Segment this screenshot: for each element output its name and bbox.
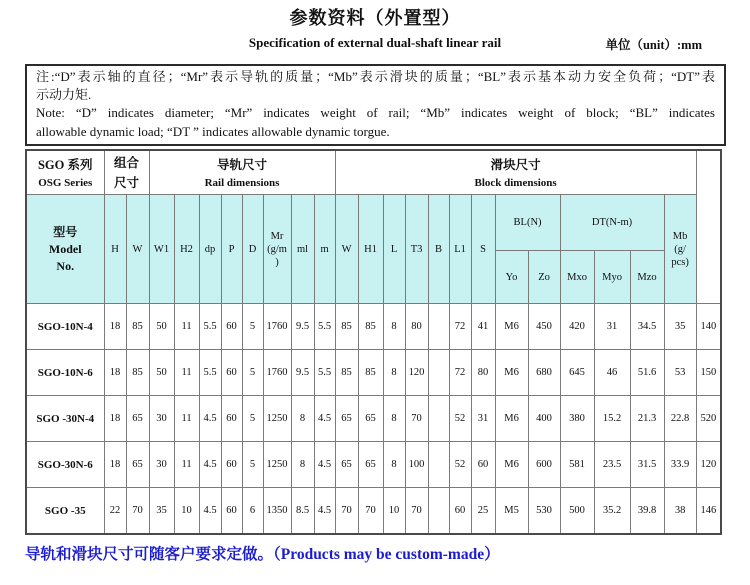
value-cell: 8 [383, 442, 405, 488]
col-header-W-block: W [335, 195, 358, 304]
value-cell: 31 [594, 304, 630, 350]
model-cell: SGO-30N-6 [26, 442, 104, 488]
value-cell: 4.5 [199, 488, 221, 534]
value-cell: 65 [335, 396, 358, 442]
value-cell: 100 [405, 442, 428, 488]
unit-label: 单位（unit）:mm [605, 38, 702, 52]
value-cell: 380 [560, 396, 594, 442]
value-cell: 4.5 [199, 396, 221, 442]
value-cell: 680 [528, 350, 560, 396]
value-cell [428, 350, 449, 396]
value-cell: 46 [594, 350, 630, 396]
value-cell: 60 [221, 396, 242, 442]
value-cell: 1760 [263, 304, 291, 350]
model-header-zh: 型号 [53, 224, 78, 239]
page-title: 参数资料（外置型） [289, 8, 461, 28]
custom-made-note: 导轨和滑块尺寸可随客户要求定做。（Products may be custom-made） [25, 545, 500, 563]
value-cell: M6 [495, 304, 528, 350]
block-group-zh: 滑块尺寸 [490, 157, 541, 172]
value-cell: 31.5 [630, 442, 664, 488]
value-cell: 8 [383, 350, 405, 396]
value-cell: 22.8 [664, 396, 696, 442]
value-cell: 72 [449, 350, 471, 396]
col-header-dp: dp [199, 195, 221, 304]
col-header-P: P [221, 195, 242, 304]
value-cell: M5 [495, 488, 528, 534]
value-cell: 4.5 [314, 442, 335, 488]
value-cell: 600 [528, 442, 560, 488]
value-cell: 30 [149, 396, 174, 442]
value-cell: 1250 [263, 396, 291, 442]
value-cell: 4.5 [314, 488, 335, 534]
table-row [26, 442, 721, 488]
col-header-W1: W1 [149, 195, 174, 304]
col-header-ml: ml [291, 195, 314, 304]
value-cell: 5.5 [199, 304, 221, 350]
col-header-H: H [104, 195, 126, 304]
value-cell: 1760 [263, 350, 291, 396]
value-cell: 5 [242, 396, 263, 442]
value-cell: 65 [126, 442, 149, 488]
value-cell: 60 [221, 304, 242, 350]
col-header-L: L [383, 195, 405, 304]
value-cell: 65 [358, 442, 383, 488]
value-cell: 50 [149, 304, 174, 350]
column-header-row [26, 195, 721, 251]
value-cell: 5 [242, 304, 263, 350]
value-cell: 18 [104, 350, 126, 396]
value-cell: 85 [335, 350, 358, 396]
value-cell: 60 [221, 442, 242, 488]
spec-table-body [26, 304, 721, 534]
bl-group-header: BL(N) [495, 195, 560, 251]
value-cell: 60 [471, 442, 495, 488]
model-cell: SGO-10N-4 [26, 304, 104, 350]
value-cell: 85 [126, 304, 149, 350]
value-cell: 5 [242, 442, 263, 488]
value-cell [428, 442, 449, 488]
value-cell: 85 [126, 350, 149, 396]
block-group-header [335, 150, 696, 195]
mr-header-line2: (g/m [267, 243, 287, 255]
value-cell: 60 [221, 488, 242, 534]
value-cell: 35 [149, 488, 174, 534]
mb-header-line2: (g/ [674, 243, 686, 255]
value-cell: 11 [174, 442, 199, 488]
col-header-W-rail: W [126, 195, 149, 304]
model-header-en2: No. [56, 258, 75, 273]
value-cell: 53 [664, 350, 696, 396]
value-cell: 6 [242, 488, 263, 534]
col-header-Mb [664, 195, 696, 304]
value-cell [428, 488, 449, 534]
table-row [26, 350, 721, 396]
col-header-H2: H2 [174, 195, 199, 304]
note-line-en-2: allowable dynamic load; “DT ” indicates allowable dynamic torgue. [36, 123, 390, 139]
value-cell: 80 [405, 304, 428, 350]
value-cell: 31 [471, 396, 495, 442]
col-header-Zo: Zo [528, 251, 560, 304]
model-header-en1: Model [48, 241, 82, 256]
value-cell: 51.6 [630, 350, 664, 396]
value-cell: 21.3 [630, 396, 664, 442]
value-cell: 140 [696, 304, 721, 350]
note-box [25, 64, 726, 146]
model-cell: SGO -30N-4 [26, 396, 104, 442]
value-cell: 10 [383, 488, 405, 534]
value-cell: 65 [126, 396, 149, 442]
value-cell: 35 [664, 304, 696, 350]
value-cell: 65 [358, 396, 383, 442]
spec-table [25, 149, 722, 535]
col-header-D: D [242, 195, 263, 304]
col-header-L1: L1 [449, 195, 471, 304]
value-cell: 1350 [263, 488, 291, 534]
value-cell: 530 [528, 488, 560, 534]
value-cell: 8 [291, 442, 314, 488]
value-cell: 5.5 [314, 304, 335, 350]
value-cell: 70 [405, 488, 428, 534]
value-cell [428, 304, 449, 350]
rail-group-en: Rail dimensions [204, 176, 280, 189]
mb-header-line1: Mb [672, 230, 688, 242]
value-cell: 500 [560, 488, 594, 534]
value-cell: 50 [149, 350, 174, 396]
value-cell: 22 [104, 488, 126, 534]
value-cell: 150 [696, 350, 721, 396]
model-cell: SGO -35 [26, 488, 104, 534]
value-cell: M6 [495, 442, 528, 488]
col-header-Myo: Myo [594, 251, 630, 304]
value-cell: 85 [335, 304, 358, 350]
value-cell: 8 [383, 396, 405, 442]
col-header-Yo: Yo [495, 251, 528, 304]
col-header-B: B [428, 195, 449, 304]
value-cell: 120 [696, 442, 721, 488]
value-cell: 8 [383, 304, 405, 350]
value-cell: 85 [358, 350, 383, 396]
value-cell: 72 [449, 304, 471, 350]
col-header-m: m [314, 195, 335, 304]
value-cell: 9.5 [291, 304, 314, 350]
value-cell: 60 [221, 350, 242, 396]
value-cell: 4.5 [199, 442, 221, 488]
rail-group-zh: 导轨尺寸 [217, 157, 268, 172]
table-row [26, 488, 721, 534]
value-cell: 65 [335, 442, 358, 488]
table-row [26, 396, 721, 442]
value-cell: 18 [104, 396, 126, 442]
combo-group-header [104, 150, 149, 195]
value-cell: 420 [560, 304, 594, 350]
value-cell: 70 [358, 488, 383, 534]
model-column-header [26, 195, 104, 304]
block-group-en: Block dimensions [474, 176, 557, 189]
value-cell: 18 [104, 442, 126, 488]
mb-header-line3: pcs) [671, 256, 689, 268]
value-cell: 60 [449, 488, 471, 534]
value-cell: 18 [104, 304, 126, 350]
mr-header-line3: ) [275, 256, 279, 268]
value-cell: 34.5 [630, 304, 664, 350]
subtitle-row [0, 35, 750, 55]
value-cell: 41 [471, 304, 495, 350]
value-cell: 581 [560, 442, 594, 488]
page-subtitle: Specification of external dual-shaft linear rail [248, 35, 502, 50]
col-header-S: S [471, 195, 495, 304]
value-cell: 5.5 [314, 350, 335, 396]
value-cell: M6 [495, 396, 528, 442]
col-header-T3: T3 [405, 195, 428, 304]
value-cell: 52 [449, 396, 471, 442]
value-cell: 450 [528, 304, 560, 350]
value-cell: 146 [696, 488, 721, 534]
model-cell: SGO-10N-6 [26, 350, 104, 396]
series-group-zh: SGO 系列 [37, 157, 93, 172]
col-header-Mxo: Mxo [560, 251, 594, 304]
value-cell: 520 [696, 396, 721, 442]
value-cell: 4.5 [314, 396, 335, 442]
value-cell: 8.5 [291, 488, 314, 534]
col-header-Mzo: Mzo [630, 251, 664, 304]
combo-group-line2: 尺寸 [114, 175, 140, 190]
value-cell: 8 [291, 396, 314, 442]
note-line-zh-2: 示动力矩. [36, 87, 92, 103]
group-header-row [26, 150, 721, 195]
rail-group-header [149, 150, 335, 195]
value-cell: 52 [449, 442, 471, 488]
note-line-zh-1: 注:“D”表示轴的直径；“Mr”表示导轨的质量；“Mb”表示滑块的质量；“BL”表示基本动力安全负荷；“DT”表 [36, 69, 715, 84]
value-cell: 70 [335, 488, 358, 534]
value-cell: 23.5 [594, 442, 630, 488]
value-cell: 5 [242, 350, 263, 396]
value-cell: 10 [174, 488, 199, 534]
value-cell: M6 [495, 350, 528, 396]
combo-group-line1: 组合 [114, 155, 140, 170]
value-cell: 11 [174, 350, 199, 396]
note-line-en-1: Note: “D” indicates diameter; “Mr” indicates weight of rail; “Mb” indicates weight of block; “BL” indicates [36, 105, 715, 121]
mr-header-line1: Mr [270, 230, 284, 242]
value-cell: 25 [471, 488, 495, 534]
table-row [26, 304, 721, 350]
value-cell: 70 [405, 396, 428, 442]
value-cell: 120 [405, 350, 428, 396]
value-cell: 1250 [263, 442, 291, 488]
value-cell: 400 [528, 396, 560, 442]
value-cell: 9.5 [291, 350, 314, 396]
value-cell: 645 [560, 350, 594, 396]
value-cell: 30 [149, 442, 174, 488]
value-cell: 15.2 [594, 396, 630, 442]
series-group-en: OSG Series [38, 176, 93, 189]
value-cell: 35.2 [594, 488, 630, 534]
value-cell: 5.5 [199, 350, 221, 396]
value-cell: 85 [358, 304, 383, 350]
value-cell: 11 [174, 304, 199, 350]
series-group-header [26, 150, 104, 195]
col-header-Mr [263, 195, 291, 304]
value-cell: 11 [174, 396, 199, 442]
dt-group-header: DT(N-m) [560, 195, 664, 251]
value-cell [428, 396, 449, 442]
value-cell: 33.9 [664, 442, 696, 488]
value-cell: 38 [664, 488, 696, 534]
col-header-H1: H1 [358, 195, 383, 304]
value-cell: 70 [126, 488, 149, 534]
value-cell: 80 [471, 350, 495, 396]
value-cell: 39.8 [630, 488, 664, 534]
